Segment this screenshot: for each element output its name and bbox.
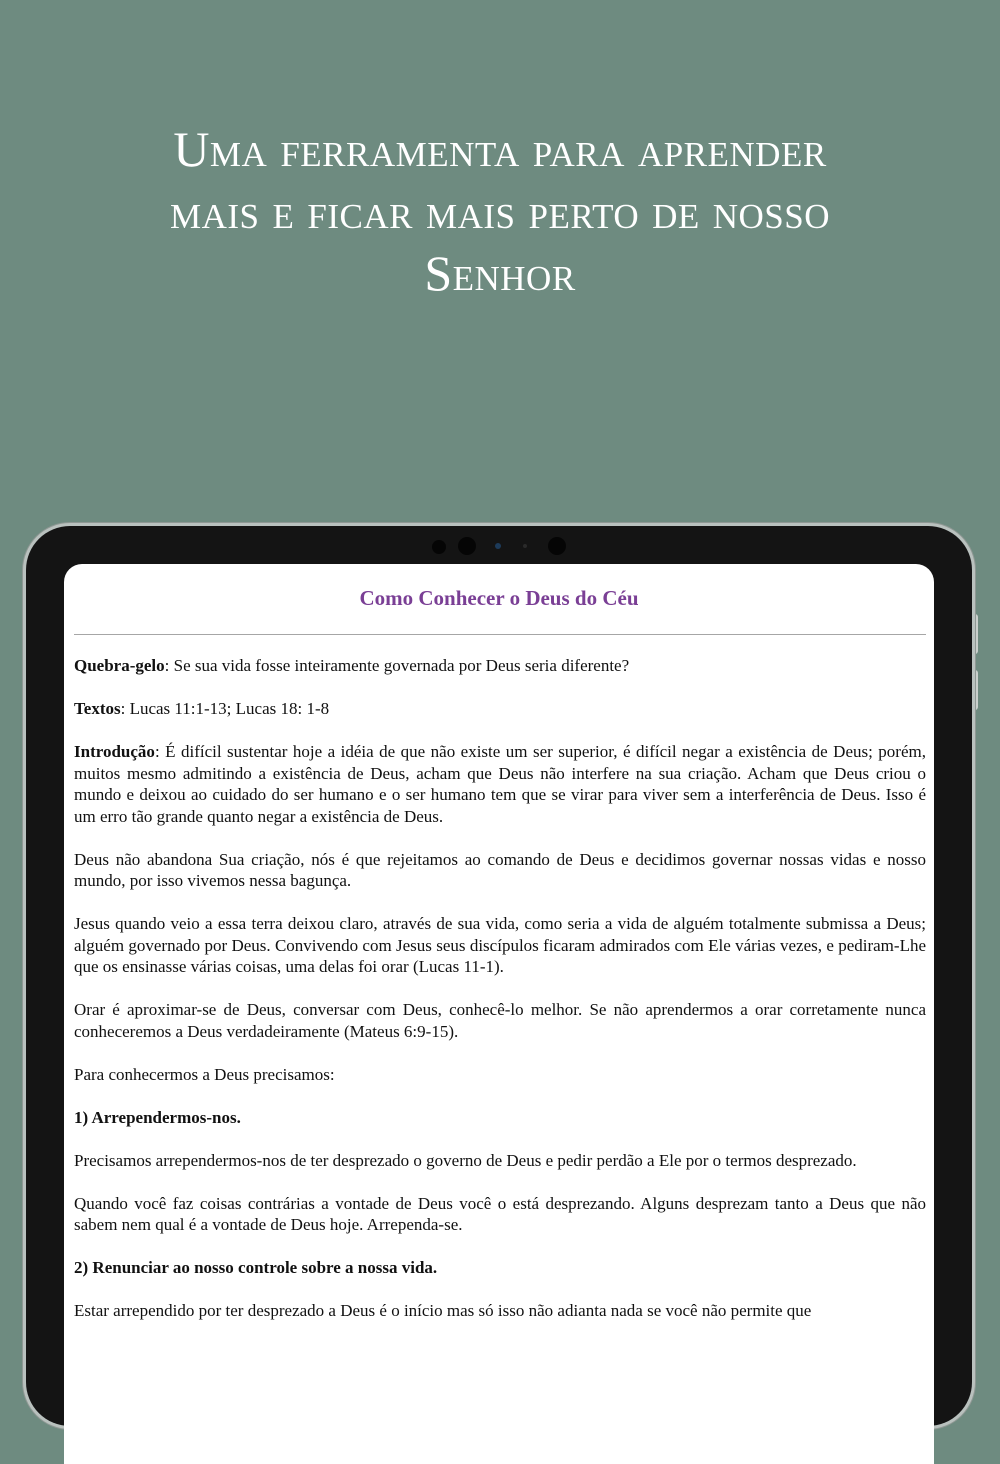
texts-text: : Lucas 11:1-13; Lucas 18: 1-8	[120, 699, 330, 718]
texts-paragraph	[74, 698, 926, 720]
section-heading-1: 1) Arrependermos-nos.	[74, 1107, 241, 1127]
intro-paragraph	[74, 741, 926, 827]
section-heading-2: 2) Renunciar ao nosso controle sobre a nossa vida.	[74, 1258, 438, 1277]
body-paragraph: Orar é aproximar-se de Deus, conversar com Deus, conhecê-lo melhor. Se não aprendermos a orar corretamente nunca conheceremos a Deus verdadeiramente (Mateus 6:9-15).	[74, 1000, 926, 1041]
body-paragraph: Jesus quando veio a essa terra deixou claro, através de sua vida, como seria a vida de alguém totalmente submissa a Deus; alguém governado por Deus. Convivendo com Jesus seus discípulos ficaram admirados com Ele várias vezes, e pediram-Lhe que os ensinasse várias coisas, uma delas foi orar (Lucas 11-1).	[74, 914, 926, 976]
intro-label: Introdução	[74, 742, 155, 761]
indicator-icon	[523, 544, 527, 548]
promo-headline	[50, 118, 950, 304]
camera-lens-icon	[495, 543, 501, 549]
section-heading	[74, 1107, 926, 1129]
tablet-screen	[64, 564, 934, 1464]
icebreaker-label: Quebra-gelo	[74, 656, 165, 675]
tablet-frame	[26, 526, 972, 1426]
camera-bar	[26, 526, 972, 566]
tablet-volume-up-button	[972, 614, 978, 654]
texts-label: Textos	[74, 699, 121, 718]
body-paragraph: Estar arrependido por ter desprezado a Deus é o início mas só isso não adianta nada se você não permite que	[74, 1301, 812, 1320]
title-divider	[74, 634, 926, 635]
section-heading	[74, 1257, 926, 1279]
body-paragraph: Para conhecermos a Deus precisamos:	[74, 1064, 335, 1084]
sensor-icon	[548, 537, 566, 555]
sensor-icon	[432, 540, 446, 554]
intro-text: : É difícil sustentar hoje a idéia de que não existe um ser superior, é difícil negar a existência de Deus; porém, muitos mesmo admitindo a existência de Deus, acham que Deus não interfere na sua criação. Acham que Deus criou o mundo e deixou ao cuidado do ser humano e o ser humano tem que se virar para viver sem a interferência de Deus. Isso é um erro tão grande quanto negar a existência de Deus.	[74, 742, 926, 826]
icebreaker-text: : Se sua vida fosse inteiramente governada por Deus seria diferente?	[164, 656, 630, 675]
document-body[interactable]	[64, 655, 934, 1322]
body-paragraph: Deus não abandona Sua criação, nós é que rejeitamos ao comando de Deus e decidimos governar nossas vidas e nosso mundo, por isso vivemos nessa bagunça.	[74, 849, 926, 890]
body-paragraph: Precisamos arrependermos-nos de ter desprezado o governo de Deus e pedir perdão a Ele por o termos desprezado.	[74, 1150, 857, 1170]
camera-icon	[458, 537, 476, 555]
tablet-volume-down-button	[972, 670, 978, 710]
headline-line-1: Uma ferramenta para aprender	[173, 121, 827, 177]
body-paragraph: Quando você faz coisas contrárias a vontade de Deus você o está desprezando. Alguns desprezam tanto a Deus que não sabem nem qual é a vontade de Deus hoje. Arrependa-se.	[74, 1193, 926, 1234]
document-title: Como Conhecer o Deus do Céu	[359, 586, 639, 610]
headline-line-2: mais e ficar mais perto de nosso	[169, 183, 831, 239]
icebreaker-paragraph	[74, 655, 926, 677]
headline-line-3: Senhor	[424, 245, 576, 301]
